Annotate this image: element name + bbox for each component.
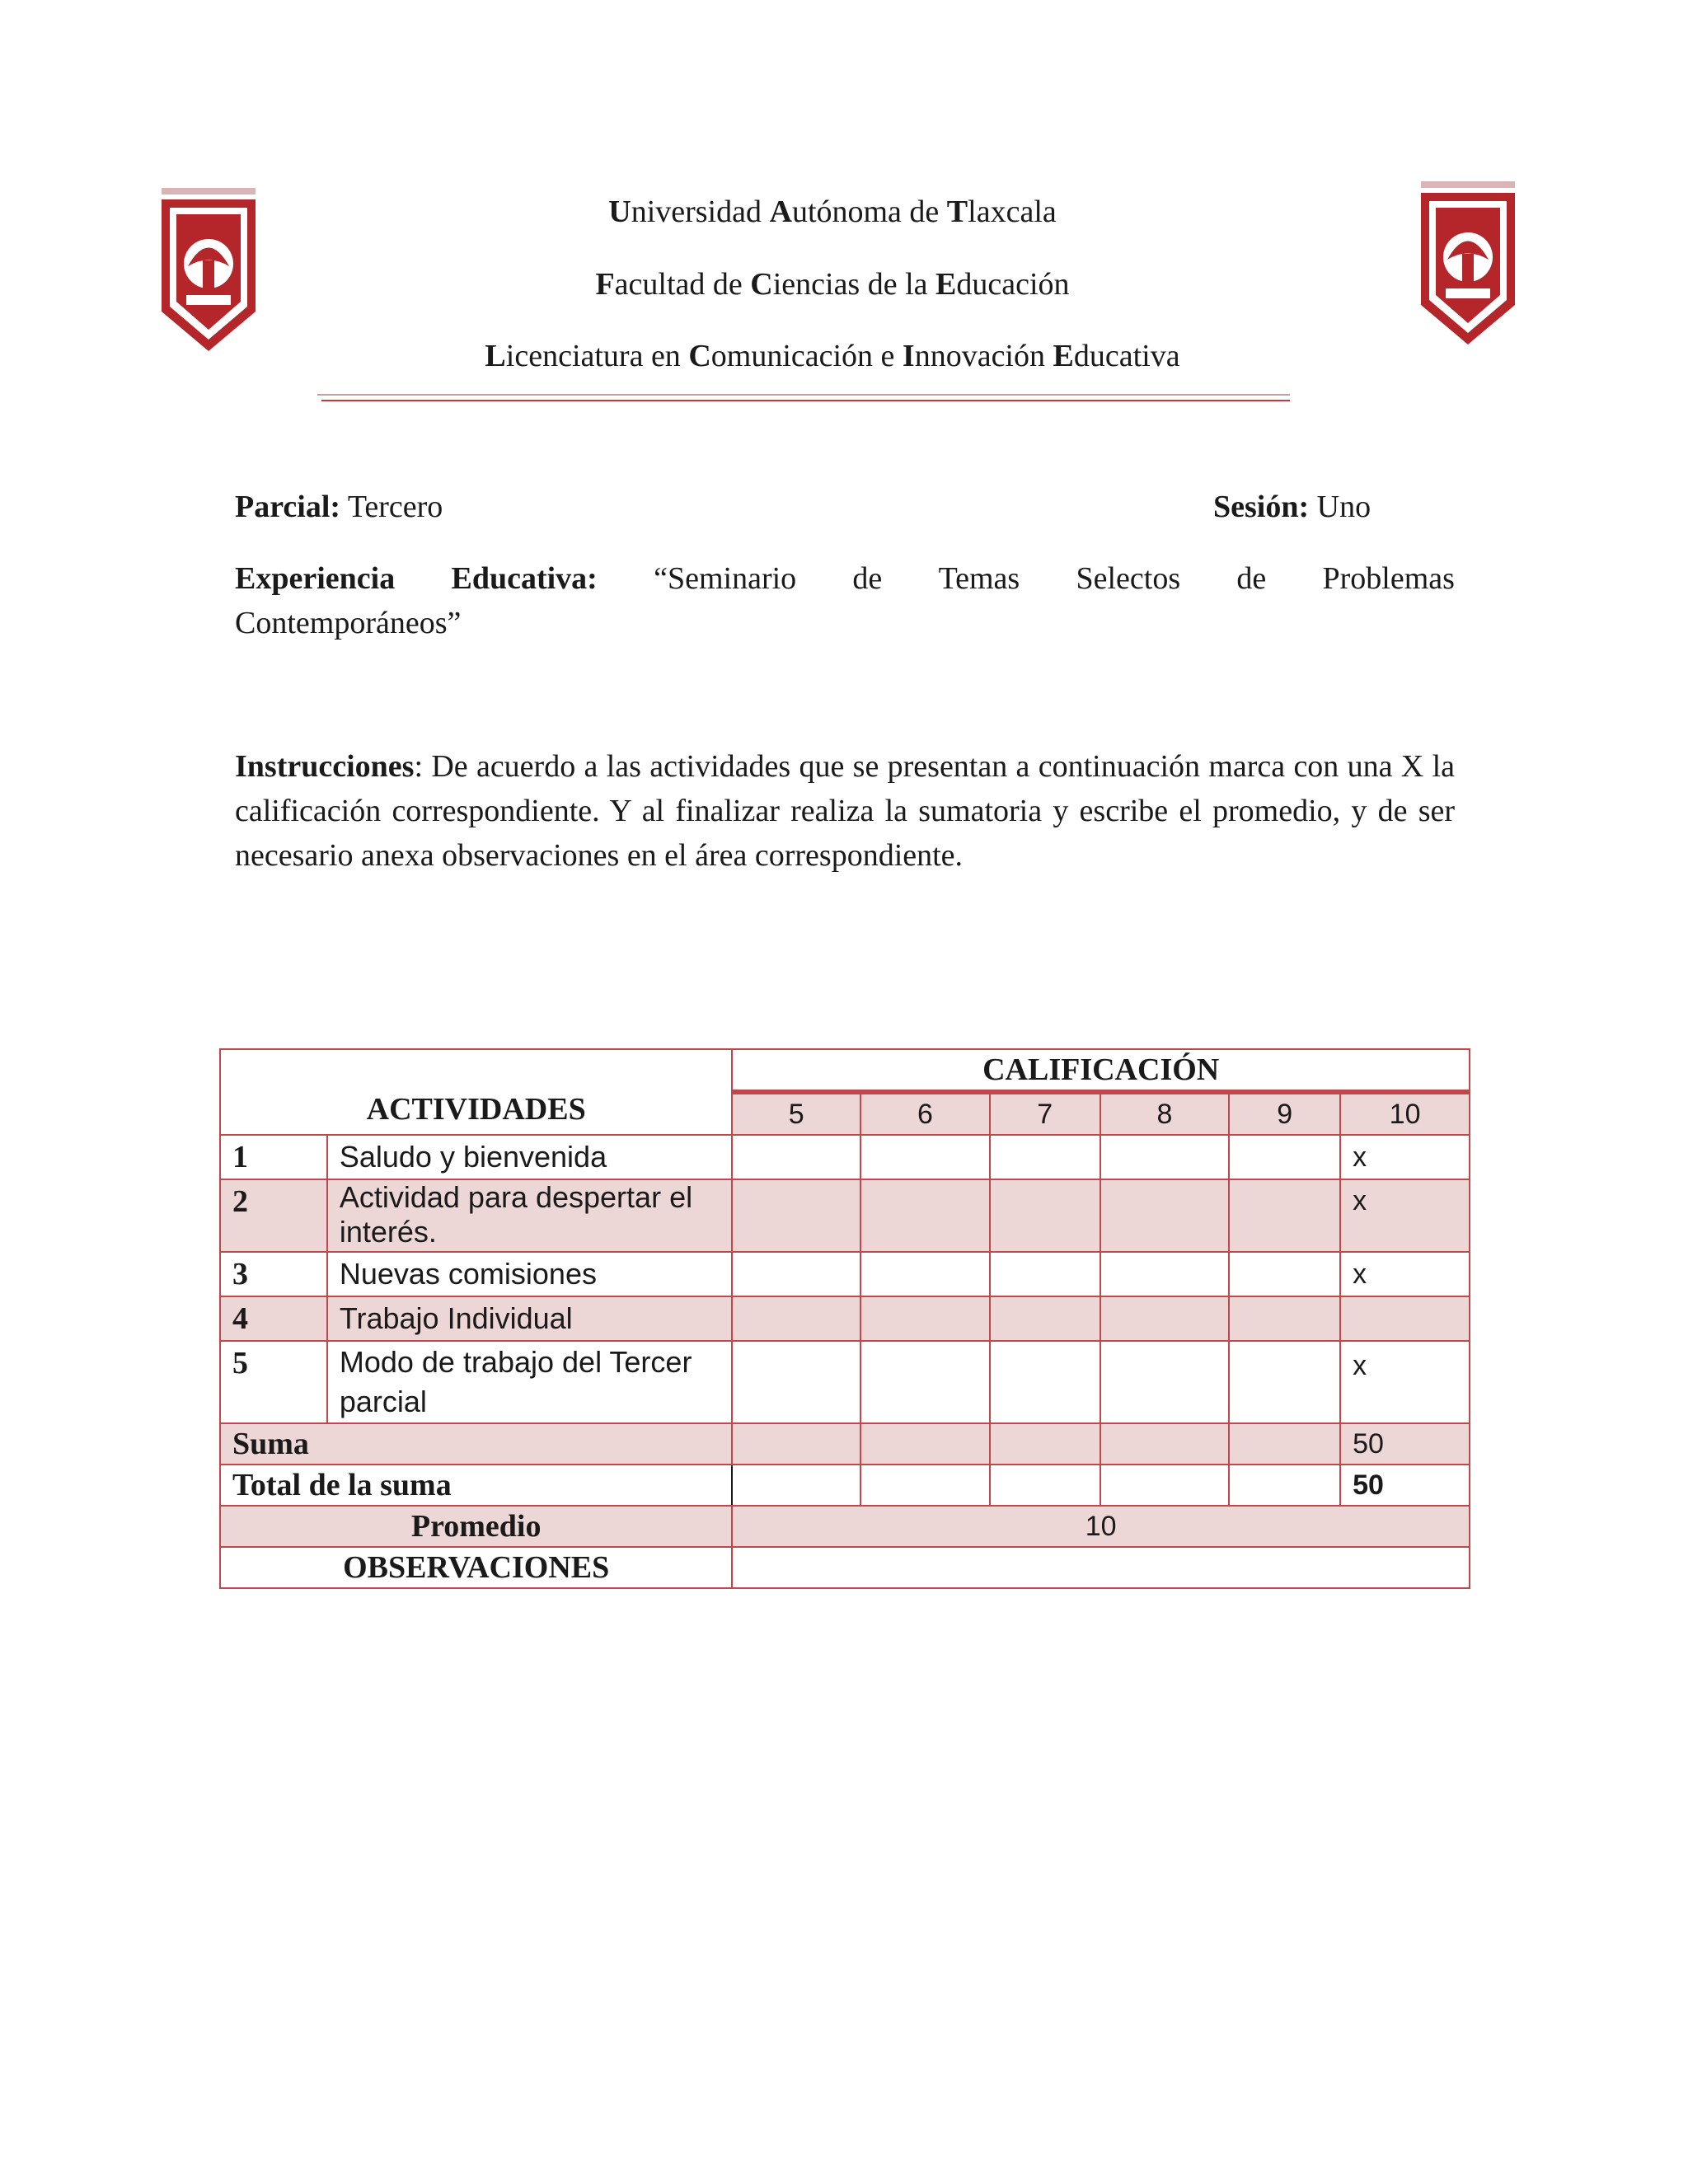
total-value: 50 — [1340, 1465, 1470, 1506]
header-divider — [317, 394, 1290, 396]
grade-cell — [990, 1135, 1100, 1179]
table-row — [220, 1296, 1470, 1341]
activity-number: 3 — [220, 1252, 327, 1296]
activity-name: Modo de trabajo del Tercer parcial — [327, 1341, 733, 1423]
grade-cell — [860, 1135, 990, 1179]
instructions-paragraph: Instrucciones: De acuerdo a las actividades que se presentan a continuación marca con una X la calificación correspondiente. Y al finalizar realiza la sumatoria y escribe el promedio, y de ser necesario anexa observaciones en el área correspondiente. — [235, 749, 1455, 873]
sesion-line: Sesión: Uno — [1213, 490, 1372, 524]
grade-cell — [860, 1341, 990, 1423]
grade-header: CALIFICACIÓN — [732, 1049, 1470, 1092]
grade-cell — [732, 1296, 860, 1341]
grade-cell — [990, 1296, 1100, 1341]
grade-cell — [1100, 1135, 1230, 1179]
total-row — [220, 1465, 1470, 1506]
grade-cell — [1229, 1296, 1340, 1341]
grade-cell — [990, 1341, 1100, 1423]
grade-cell — [732, 1341, 860, 1423]
activity-number: 5 — [220, 1341, 327, 1423]
grade-cell — [990, 1252, 1100, 1296]
grade-cell — [1229, 1135, 1340, 1179]
activity-name: Saludo y bienvenida — [327, 1135, 733, 1179]
grade-cell — [732, 1179, 860, 1252]
grade-cell — [732, 1252, 860, 1296]
degree-name: Licenciatura en Comunicación e Innovación Educativa — [485, 339, 1180, 373]
grade-cell — [860, 1296, 990, 1341]
promedio-label: Promedio — [220, 1506, 732, 1547]
grade-cell: x — [1340, 1341, 1470, 1423]
promedio-value: 10 — [732, 1506, 1470, 1547]
faculty-name: Facultad de Ciencias de la Educación — [595, 267, 1070, 302]
grade-cell: x — [1340, 1252, 1470, 1296]
header-divider-accent — [321, 400, 1290, 401]
grade-column-7: 7 — [990, 1092, 1100, 1135]
activity-number: 1 — [220, 1135, 327, 1179]
experiencia-educativa: Experiencia Educativa: “Seminario de Temas Selectos de Problemas Contemporáneos” — [235, 561, 1455, 640]
activity-name: Trabajo Individual — [327, 1296, 733, 1341]
grade-cell: x — [1340, 1179, 1470, 1252]
university-name: Universidad Autónoma de Tlaxcala — [608, 194, 1057, 229]
grade-cell — [1100, 1252, 1230, 1296]
grade-cell — [1229, 1179, 1340, 1252]
grade-cell — [860, 1252, 990, 1296]
grade-column-9: 9 — [1229, 1092, 1340, 1135]
university-crest-icon — [155, 188, 262, 353]
table-row — [220, 1179, 1470, 1252]
activity-name: Nuevas comisiones — [327, 1252, 733, 1296]
grade-cell — [1100, 1341, 1230, 1423]
parcial-line: Parcial: Tercero — [235, 490, 443, 524]
grade-cell — [1100, 1296, 1230, 1341]
grade-cell — [1229, 1252, 1340, 1296]
grade-cell — [1229, 1341, 1340, 1423]
grade-cell — [732, 1135, 860, 1179]
grade-cell — [990, 1179, 1100, 1252]
activity-name: Actividad para despertar el interés. — [327, 1179, 733, 1252]
activities-header: ACTIVIDADES — [220, 1049, 732, 1135]
total-label: Total de la suma — [220, 1465, 732, 1506]
suma-label: Suma — [220, 1423, 732, 1465]
grade-column-10: 10 — [1340, 1092, 1470, 1135]
grade-cell: x — [1340, 1135, 1470, 1179]
observaciones-field[interactable] — [732, 1547, 1470, 1588]
evaluation-table — [219, 1048, 1470, 1589]
university-crest-icon — [1414, 181, 1522, 346]
grade-column-5: 5 — [732, 1092, 860, 1135]
observaciones-row — [220, 1547, 1470, 1588]
grade-column-6: 6 — [860, 1092, 990, 1135]
activity-number: 2 — [220, 1179, 327, 1252]
grade-cell — [1100, 1179, 1230, 1252]
table-row — [220, 1135, 1470, 1179]
suma-value: 50 — [1340, 1423, 1470, 1465]
activity-number: 4 — [220, 1296, 327, 1341]
suma-row — [220, 1423, 1470, 1465]
observaciones-label: OBSERVACIONES — [220, 1547, 732, 1588]
grade-cell — [1340, 1296, 1470, 1341]
grade-cell — [860, 1179, 990, 1252]
table-row — [220, 1341, 1470, 1423]
grade-column-8: 8 — [1100, 1092, 1230, 1135]
table-row — [220, 1252, 1470, 1296]
promedio-row — [220, 1506, 1470, 1547]
